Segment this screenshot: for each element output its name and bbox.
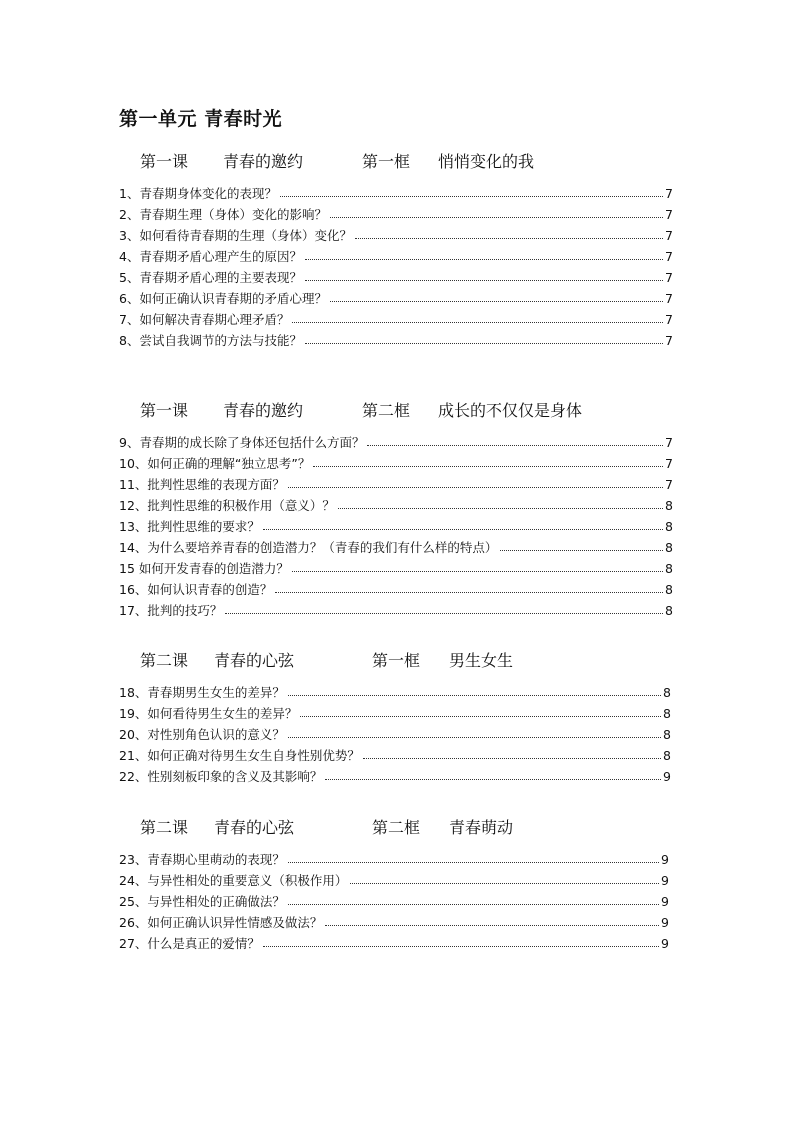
toc-entry[interactable] <box>119 305 673 326</box>
toc-page-number: 7 <box>665 332 673 348</box>
lesson-name: 青春的心弦 <box>214 818 295 837</box>
toc-entry[interactable] <box>119 428 673 449</box>
toc-page-number: 7 <box>665 227 673 243</box>
dot-leader <box>288 695 661 696</box>
toc-entry[interactable] <box>119 929 669 950</box>
lesson-number: 第二课 <box>140 818 189 837</box>
toc-entry[interactable] <box>119 263 673 284</box>
toc-page-number: 8 <box>665 518 673 534</box>
dot-leader <box>305 343 663 344</box>
toc-entry[interactable] <box>119 845 669 866</box>
frame-name: 悄悄变化的我 <box>438 152 535 171</box>
toc-entry-title: 2、青春期生理（身体）变化的影响？ <box>119 206 327 222</box>
toc-page-number: 9 <box>661 893 669 909</box>
dot-leader <box>338 508 663 509</box>
toc-page-number: 7 <box>665 476 673 492</box>
dot-leader <box>288 737 661 738</box>
lesson-number: 第一课 <box>140 152 189 171</box>
toc-entry-title: 20、对性别角色认识的意义？ <box>119 726 285 742</box>
toc-entry[interactable] <box>119 887 669 908</box>
toc-page-number: 8 <box>665 539 673 555</box>
toc-entry-list <box>119 428 673 617</box>
toc-entry-title: 16、如何认识青春的创造？ <box>119 581 273 597</box>
unit-title: 第一单元 青春时光 <box>119 108 283 130</box>
toc-page-number: 8 <box>665 560 673 576</box>
toc-entry-title: 5、青春期矛盾心理的主要表现？ <box>119 269 302 285</box>
frame-number: 第二框 <box>372 818 421 837</box>
toc-entry[interactable] <box>119 470 673 491</box>
toc-page-number: 8 <box>665 581 673 597</box>
toc-page-number: 9 <box>661 914 669 930</box>
frame-name: 青春萌动 <box>449 818 514 837</box>
section-2 <box>119 398 673 617</box>
toc-entry-title: 10、如何正确的理解“独立思考”？ <box>119 455 311 471</box>
toc-entry[interactable] <box>119 741 671 762</box>
dot-leader <box>292 571 663 572</box>
toc-entry[interactable] <box>119 491 673 512</box>
toc-page-number: 7 <box>665 185 673 201</box>
toc-entry[interactable] <box>119 575 673 596</box>
dot-leader <box>500 550 663 551</box>
toc-page-number: 7 <box>665 311 673 327</box>
toc-page-number: 7 <box>665 434 673 450</box>
toc-entry[interactable] <box>119 678 671 699</box>
dot-leader <box>288 487 663 488</box>
toc-page-number: 7 <box>665 269 673 285</box>
toc-entry[interactable] <box>119 221 673 242</box>
toc-entry-list <box>119 845 669 950</box>
dot-leader <box>263 946 659 947</box>
section-heading <box>140 149 673 179</box>
toc-page-number: 9 <box>663 768 671 784</box>
toc-page-number: 8 <box>663 684 671 700</box>
toc-entry[interactable] <box>119 242 673 263</box>
toc-entry-title: 21、如何正确对待男生女生自身性别优势？ <box>119 747 360 763</box>
dot-leader <box>275 592 663 593</box>
toc-page-number: 8 <box>663 747 671 763</box>
toc-entry-list <box>119 678 671 783</box>
section-heading <box>140 648 671 678</box>
frame-number: 第二框 <box>362 401 411 420</box>
toc-entry[interactable] <box>119 720 671 741</box>
lesson-number: 第一课 <box>140 401 189 420</box>
toc-entry-title: 26、如何正确认识异性情感及做法？ <box>119 914 323 930</box>
toc-entry-title: 9、青春期的成长除了身体还包括什么方面？ <box>119 434 365 450</box>
toc-page-number: 9 <box>661 872 669 888</box>
toc-entry-title: 18、青春期男生女生的差异？ <box>119 684 285 700</box>
toc-entry-title: 19、如何看待男生女生的差异？ <box>119 705 298 721</box>
dot-leader <box>330 301 663 302</box>
toc-entry[interactable] <box>119 908 669 929</box>
dot-leader <box>305 280 663 281</box>
frame-number: 第一框 <box>362 152 411 171</box>
toc-entry[interactable] <box>119 699 671 720</box>
dot-leader <box>355 238 663 239</box>
dot-leader <box>367 445 663 446</box>
toc-page-number: 7 <box>665 206 673 222</box>
toc-entry[interactable] <box>119 554 673 575</box>
dot-leader <box>280 196 663 197</box>
dot-leader <box>288 904 659 905</box>
toc-page-number: 8 <box>665 497 673 513</box>
toc-entry[interactable] <box>119 200 673 221</box>
section-4 <box>119 815 669 950</box>
toc-entry-list <box>119 179 673 347</box>
toc-entry-title: 8、尝试自我调节的方法与技能？ <box>119 332 302 348</box>
lesson-name: 青春的邀约 <box>223 152 304 171</box>
toc-entry-title: 24、与异性相处的重要意义（积极作用） <box>119 872 348 888</box>
frame-number: 第一框 <box>372 651 421 670</box>
toc-entry[interactable] <box>119 866 669 887</box>
dot-leader <box>350 883 659 884</box>
toc-entry-title: 12、批判性思维的积极作用（意义）？ <box>119 497 335 513</box>
toc-entry-title: 13、批判性思维的要求？ <box>119 518 260 534</box>
toc-entry[interactable] <box>119 449 673 470</box>
toc-entry-title: 27、什么是真正的爱情？ <box>119 935 260 951</box>
toc-entry-title: 11、批判性思维的表现方面？ <box>119 476 285 492</box>
frame-name: 成长的不仅仅是身体 <box>438 401 583 420</box>
section-heading <box>140 815 669 845</box>
toc-page-number: 7 <box>665 248 673 264</box>
toc-entry[interactable] <box>119 179 673 200</box>
toc-entry-title: 6、如何正确认识青春期的矛盾心理？ <box>119 290 327 306</box>
toc-entry-title: 14、为什么要培养青春的创造潜力？（青春的我们有什么样的特点） <box>119 539 498 555</box>
toc-page-number: 7 <box>665 455 673 471</box>
dot-leader <box>288 862 659 863</box>
dot-leader <box>325 779 661 780</box>
toc-page-number: 9 <box>661 935 669 951</box>
toc-entry-title: 1、青春期身体变化的表现？ <box>119 185 277 201</box>
dot-leader <box>325 925 659 926</box>
dot-leader <box>305 259 663 260</box>
lesson-name: 青春的邀约 <box>223 401 304 420</box>
section-3 <box>119 648 671 783</box>
toc-entry-title: 4、青春期矛盾心理产生的原因？ <box>119 248 302 264</box>
toc-page-number: 9 <box>661 851 669 867</box>
toc-entry-title: 7、如何解决青春期心理矛盾？ <box>119 311 290 327</box>
toc-entry[interactable] <box>119 596 673 617</box>
toc-entry-title: 25、与异性相处的正确做法？ <box>119 893 285 909</box>
toc-page-number: 8 <box>663 705 671 721</box>
dot-leader <box>330 217 663 218</box>
toc-entry-title: 22、性别刻板印象的含义及其影响？ <box>119 768 323 784</box>
toc-page-number: 8 <box>665 602 673 618</box>
toc-page-number: 7 <box>665 290 673 306</box>
frame-name: 男生女生 <box>449 651 514 670</box>
toc-entry[interactable] <box>119 762 671 783</box>
toc-entry-title: 17、批判的技巧？ <box>119 602 223 618</box>
lesson-name: 青春的心弦 <box>214 651 295 670</box>
dot-leader <box>300 716 661 717</box>
toc-entry[interactable] <box>119 533 673 554</box>
toc-entry-title: 3、如何看待青春期的生理（身体）变化？ <box>119 227 352 243</box>
toc-page-number: 8 <box>663 726 671 742</box>
dot-leader <box>225 613 663 614</box>
lesson-number: 第二课 <box>140 651 189 670</box>
dot-leader <box>363 758 661 759</box>
toc-entry-title: 15 如何开发青春的创造潜力？ <box>119 560 289 576</box>
toc-entry[interactable] <box>119 284 673 305</box>
toc-entry[interactable] <box>119 326 673 347</box>
section-1 <box>119 149 673 347</box>
dot-leader <box>263 529 663 530</box>
toc-entry[interactable] <box>119 512 673 533</box>
toc-entry-title: 23、青春期心里萌动的表现？ <box>119 851 285 867</box>
dot-leader <box>313 466 663 467</box>
dot-leader <box>292 322 663 323</box>
section-heading <box>140 398 673 428</box>
